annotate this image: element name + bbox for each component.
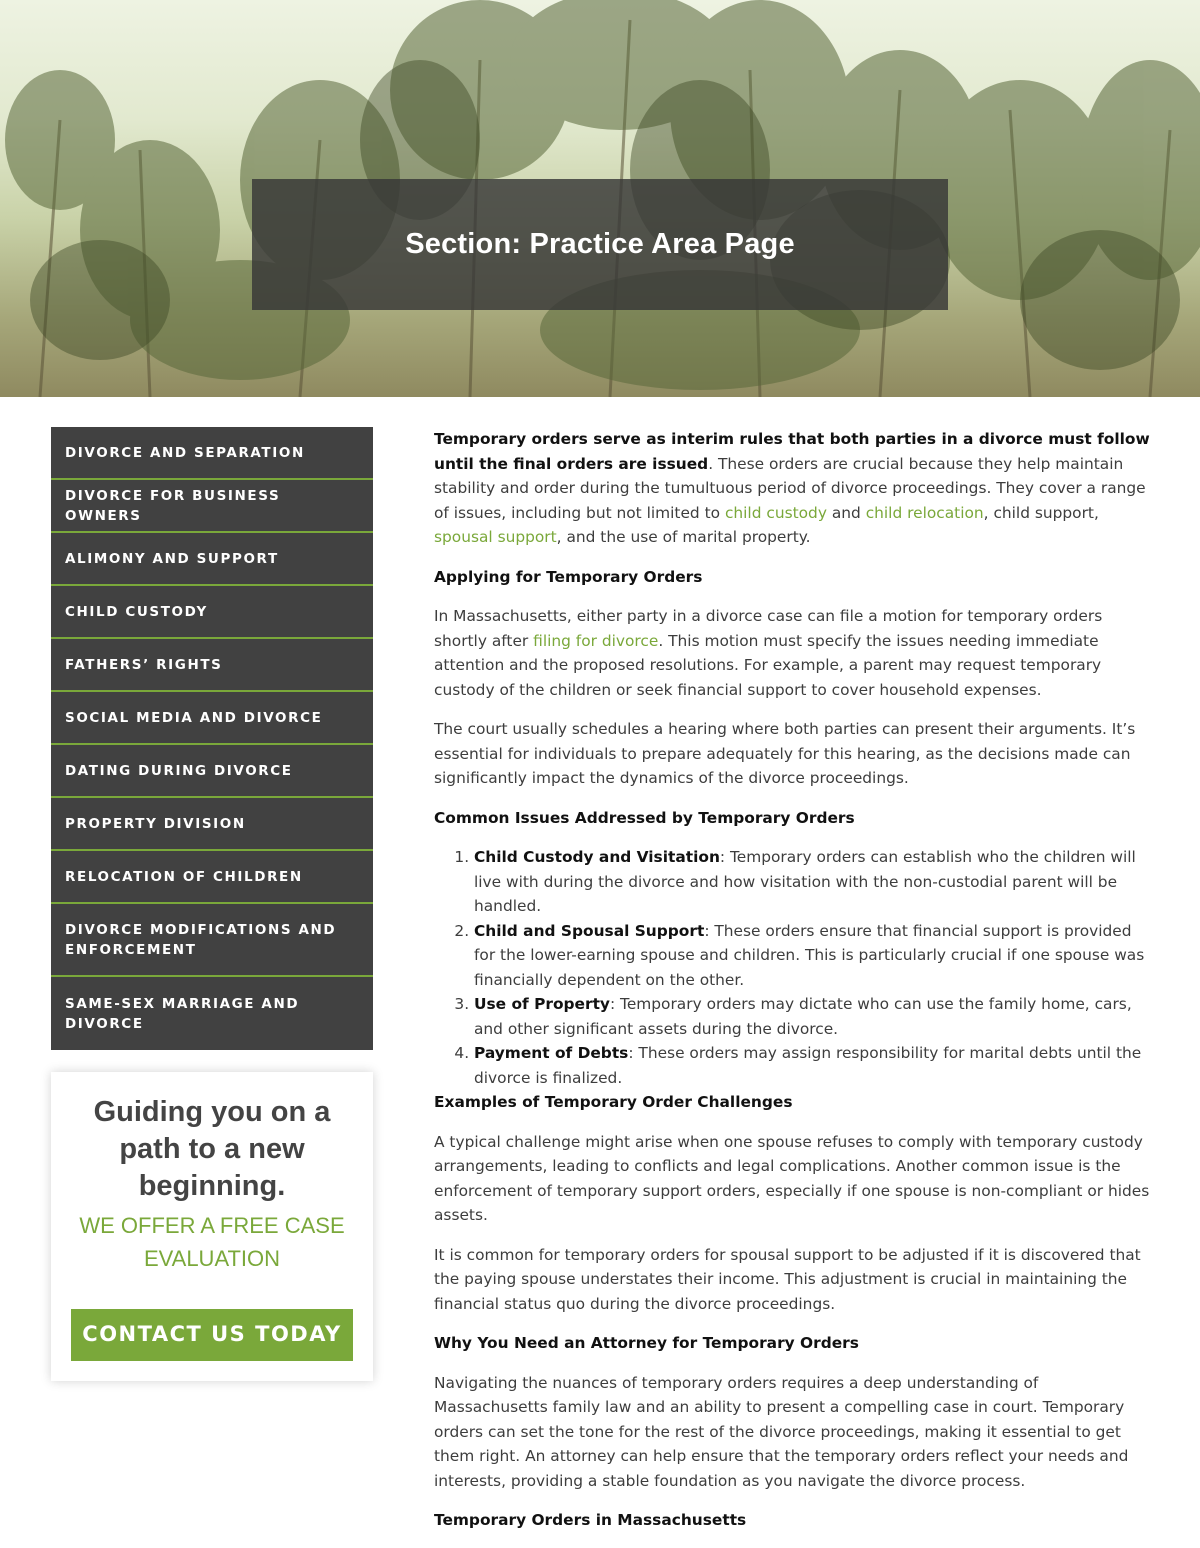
- applying-text: . This motion must specify the issues needing immediate attention and the proposed resolutions. For example, a parent may request temporary custody of the children or seek financial support to cover household expenses.: [434, 631, 1102, 699]
- intro-bold: Temporary orders serve as interim rules that both parties in a divorce must follow until the final orders are issued: [434, 430, 1150, 473]
- article-content: [434, 427, 1150, 1548]
- sidebar-item-relocation-of-children[interactable]: [51, 851, 373, 904]
- sidebar-item-fathers-rights[interactable]: [51, 639, 373, 692]
- list-item-title: Payment of Debts: [474, 1044, 629, 1062]
- sidebar-item-same-sex-marriage[interactable]: [51, 977, 373, 1050]
- cta-heading: Guiding you on a path to a new beginning.: [93, 1096, 331, 1202]
- sidebar-item-social-media-and-divorce[interactable]: [51, 692, 373, 745]
- heading-why-attorney: Why You Need an Attorney for Temporary Orders: [434, 1334, 859, 1352]
- list-item-title: Child and Spousal Support: [474, 921, 705, 940]
- sidebar-item-label[interactable]: SOCIAL MEDIA AND DIVORCE: [65, 709, 323, 726]
- hero-title-overlay: [252, 179, 948, 310]
- sidebar-item-label[interactable]: PROPERTY DIVISION: [65, 815, 246, 832]
- sidebar-item-label[interactable]: CHILD CUSTODY: [65, 603, 208, 620]
- link-spousal-support[interactable]: spousal support: [434, 528, 557, 546]
- list-item: [474, 919, 1150, 993]
- practice-area-nav: [51, 427, 373, 1050]
- applying-paragraph: [434, 604, 1150, 702]
- list-item-title: Use of Property: [474, 995, 610, 1013]
- heading-examples: Examples of Temporary Order Challenges: [434, 1093, 793, 1111]
- intro-text: , child support,: [983, 503, 1099, 522]
- sidebar-item-label[interactable]: SAME-SEX MARRIAGE AND DIVORCE: [65, 995, 300, 1032]
- sidebar-item-label[interactable]: DIVORCE AND SEPARATION: [65, 444, 305, 461]
- list-item-text: : Temporary orders can establish who the children will live with during the divorce and how visitation with the non-custodial parent will be handled.: [474, 848, 1136, 915]
- link-child-relocation[interactable]: child relocation: [865, 503, 984, 522]
- list-item: [474, 845, 1150, 919]
- heading-applying: Applying for Temporary Orders: [434, 567, 703, 586]
- free-evaluation-cta: [51, 1072, 373, 1381]
- sidebar-item-property-division[interactable]: [51, 798, 373, 851]
- why-paragraph: Navigating the nuances of temporary orders requires a deep understanding of Massachusetts family law and an ability to present a compelling case in court. Temporary orders can set the tone for the rest of the divorce proceedings, making it essential to get them right. An attorney can help ensure that the temporary orders reflect your needs and interests, providing a stable foundation as you navigate the divorce process.: [434, 1373, 1129, 1490]
- sidebar-item-alimony-and-support[interactable]: [51, 533, 373, 586]
- list-item: [474, 992, 1150, 1041]
- sidebar-item-label[interactable]: ALIMONY AND SUPPORT: [65, 550, 279, 567]
- sidebar-item-divorce-and-separation[interactable]: [51, 427, 373, 480]
- applying-text: In Massachusetts, either party in a divorce case can file a motion for temporary orders shortly after: [434, 607, 1103, 650]
- list-item-title: Child Custody and Visitation: [474, 848, 720, 866]
- intro-paragraph: [434, 427, 1150, 550]
- sidebar-item-label[interactable]: DATING DURING DIVORCE: [65, 762, 293, 779]
- sidebar-item-label[interactable]: DIVORCE MODIFICATIONS AND ENFORCEMENT: [65, 921, 337, 958]
- heading-common-issues: Common Issues Addressed by Temporary Orders: [434, 808, 855, 827]
- intro-text: , and the use of marital property.: [556, 528, 811, 546]
- sidebar-item-divorce-modifications[interactable]: [51, 904, 373, 977]
- sidebar-item-divorce-for-business-owners[interactable]: [51, 480, 373, 533]
- list-item-text: : These orders ensure that financial support is provided for the lower-earning spouse and children. This is particularly crucial if one spouse was financially dependent on the other.: [474, 921, 1145, 989]
- list-item-text: : These orders may assign responsibility for marital debts until the divorce is finalized.: [474, 1044, 1142, 1087]
- heading-massachusetts: Temporary Orders in Massachusetts: [434, 1511, 747, 1529]
- link-filing-for-divorce[interactable]: filing for divorce: [533, 631, 659, 650]
- sidebar-item-dating-during-divorce[interactable]: [51, 745, 373, 798]
- examples-paragraph-1: A typical challenge might arise when one spouse refuses to comply with temporary custody arrangements, leading to conflicts and legal complications. Another common issue is the enforcement of temporary support orders, especially if one spouse is non-compliant or hides assets.: [434, 1132, 1150, 1224]
- sidebar-item-label[interactable]: DIVORCE FOR BUSINESS OWNERS: [65, 487, 281, 524]
- issues-list: [434, 845, 1150, 1090]
- hearing-paragraph: The court usually schedules a hearing where both parties can present their arguments. It’s essential for individuals to prepare adequately for this hearing, as the decisions made can significantly impact the dynamics of the divorce proceedings.: [434, 720, 1136, 787]
- hero-banner: [0, 0, 1200, 397]
- link-child-custody[interactable]: child custody: [724, 503, 827, 522]
- sidebar-item-child-custody[interactable]: [51, 586, 373, 639]
- sidebar: [51, 427, 373, 1381]
- cta-subheading: WE OFFER A FREE CASE EVALUATION: [79, 1213, 345, 1271]
- sidebar-item-label[interactable]: FATHERS’ RIGHTS: [65, 656, 223, 673]
- list-item-text: : Temporary orders may dictate who can use the family home, cars, and other significant assets during the divorce.: [474, 995, 1132, 1038]
- sidebar-item-label[interactable]: RELOCATION OF CHILDREN: [65, 868, 303, 885]
- intro-text: . These orders are crucial because they help maintain stability and order during the tumultuous period of divorce proceedings. They cover a range of issues, including but not limited to: [434, 454, 1146, 522]
- page-title: Section: Practice Area Page: [405, 228, 795, 260]
- intro-text: and: [826, 503, 866, 522]
- list-item: [474, 1041, 1150, 1090]
- examples-paragraph-2: It is common for temporary orders for spousal support to be adjusted if it is discovered that the paying spouse understates their income. This adjustment is crucial in maintaining the financial status quo during the divorce proceedings.: [434, 1245, 1141, 1313]
- contact-us-button[interactable]: CONTACT US TODAY: [71, 1309, 353, 1361]
